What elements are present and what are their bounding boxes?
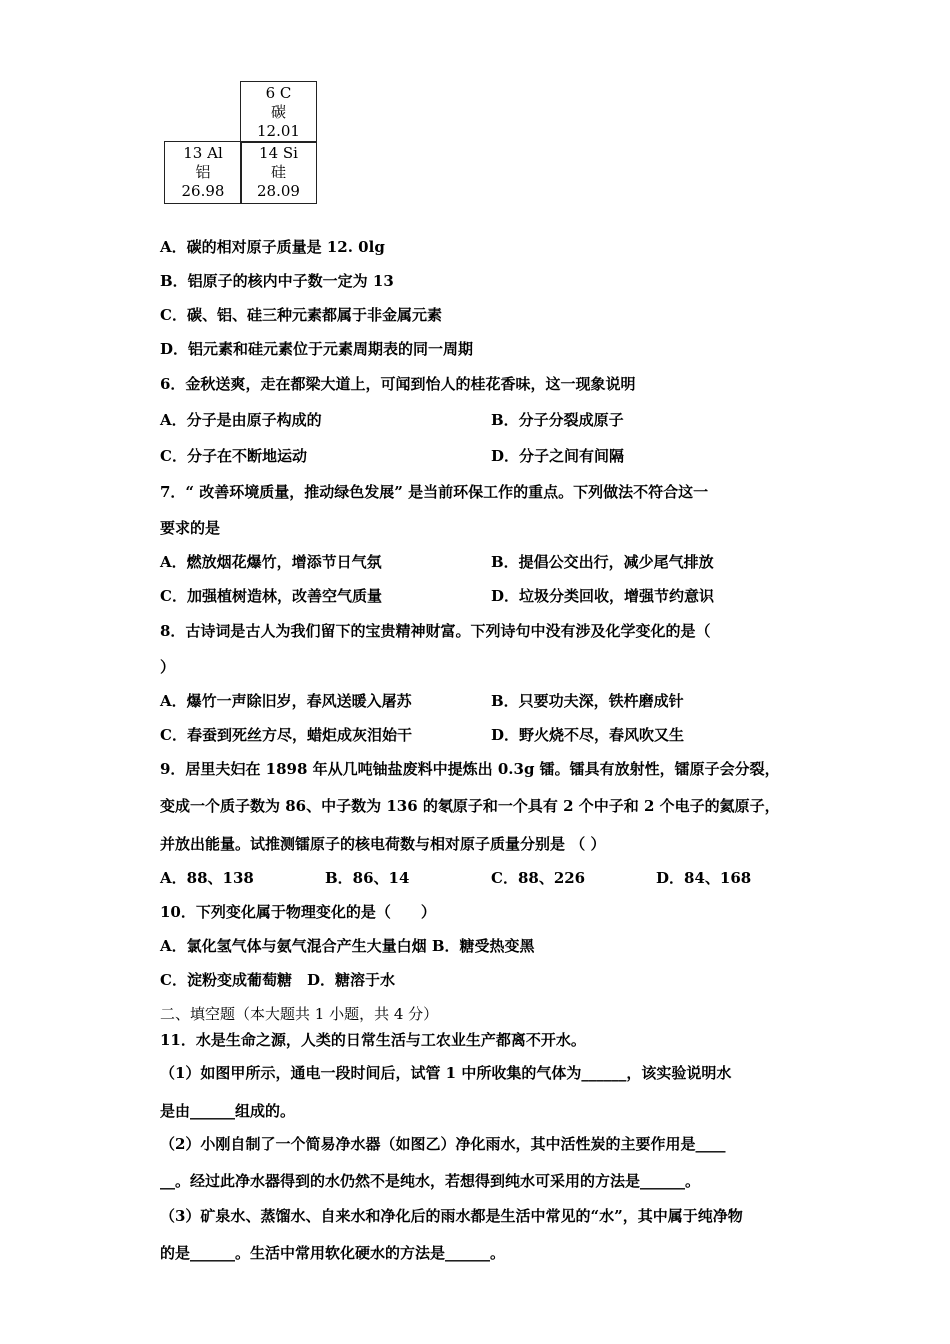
silicon-number-symbol: 14 Si: [259, 144, 298, 162]
element-tile-carbon: [240, 81, 317, 143]
q9-stem-line3: 并放出能量。试推测镭原子的核电荷数与相对原子质量分别是 （ ）: [160, 835, 606, 853]
q7-stem-line1: 7．“ 改善环境质量，推动绿色发展” 是当前环保工作的重点。下列做法不符合这一: [160, 483, 709, 501]
q6-option-a: A．分子是由原子构成的: [160, 411, 322, 429]
q11-part1-line1: （1）如图甲所示，通电一段时间后，试管 1 中所收集的气体为______，该实验说明水: [160, 1064, 732, 1082]
q9-option-d: D．84、168: [656, 869, 752, 887]
q8-option-b: B．只要功夫深，铁杵磨成针: [491, 692, 684, 710]
aluminum-name: 铝: [195, 163, 211, 181]
q7-stem-line2: 要求的是: [160, 519, 221, 537]
q9-stem-line1: 9．居里夫妇在 1898 年从几吨铀盐废料中提炼出 0.3g 镭。镭具有放射性，镭原子会分裂，: [160, 760, 780, 778]
q11-part1-line2: 是由______组成的。: [160, 1102, 296, 1120]
q5-option-d: D．铝元素和硅元素位于元素周期表的同一周期: [160, 340, 474, 358]
q6-option-d: D．分子之间有间隔: [491, 447, 625, 465]
carbon-number-symbol: 6 C: [265, 84, 292, 102]
q6-option-b: B．分子分裂成原子: [491, 411, 624, 429]
aluminum-mass: 26.98: [181, 182, 225, 200]
q5-option-b: B．铝原子的核内中子数一定为 13: [160, 272, 394, 290]
q6-option-c: C．分子在不断地运动: [160, 447, 307, 465]
q11-part3-line2: 的是______。生活中常用软化硬水的方法是______。: [160, 1244, 506, 1262]
q8-stem-line2: ）: [160, 658, 176, 676]
q7-option-a: A．燃放烟花爆竹，增添节日气氛: [160, 553, 382, 571]
q10-stem: 10．下列变化属于物理变化的是（ ）: [160, 903, 436, 921]
element-tile-silicon: [240, 141, 317, 204]
q6-stem: 6．金秋送爽，走在都梁大道上，可闻到怡人的桂花香味，这一现象说明: [160, 375, 636, 393]
q11-part2-line1: （2）小刚自制了一个简易净水器（如图乙）净化雨水，其中活性炭的主要作用是____: [160, 1135, 726, 1153]
q9-option-b: B．86、14: [325, 869, 410, 887]
q9-option-a: A．88、138: [160, 869, 254, 887]
section-heading: 二、填空题（本大题共 1 小题，共 4 分）: [160, 1005, 439, 1023]
aluminum-number-symbol: 13 Al: [183, 144, 223, 162]
carbon-name: 碳: [270, 103, 286, 121]
silicon-name: 硅: [270, 163, 286, 181]
q11-part3-line1: （3）矿泉水、蒸馏水、自来水和净化后的雨水都是生活中常见的“水”，其中属于纯净物: [160, 1207, 743, 1225]
q9-option-c: C．88、226: [491, 869, 586, 887]
q11-stem: 11．水是生命之源，人类的日常生活与工农业生产都离不开水。: [160, 1031, 586, 1049]
silicon-mass: 28.09: [257, 182, 300, 200]
q8-option-d: D．野火烧不尽，春风吹又生: [491, 726, 685, 744]
q7-option-c: C．加强植树造林，改善空气质量: [160, 587, 382, 605]
q8-stem-line1: 8．古诗词是古人为我们留下的宝贵精神财富。下列诗句中没有涉及化学变化的是（: [160, 622, 711, 640]
q7-option-d: D．垃圾分类回收，增强节约意识: [491, 587, 715, 605]
q10-options-line2: C．淀粉变成葡萄糖 D．糖溶于水: [160, 971, 395, 989]
q5-option-c: C．碳、铝、硅三种元素都属于非金属元素: [160, 306, 442, 324]
q9-stem-line2: 变成一个质子数为 86、中子数为 136 的氡原子和一个具有 2 个中子和 2 个电子的氦原子，: [160, 797, 780, 815]
q7-option-b: B．提倡公交出行，减少尾气排放: [491, 553, 714, 571]
q5-option-a: A．碳的相对原子质量是 12. 0lg: [160, 238, 385, 256]
carbon-mass: 12.01: [257, 122, 300, 140]
q8-option-c: C．春蚕到死丝方尽，蜡炬成灰泪始干: [160, 726, 412, 744]
q8-option-a: A．爆竹一声除旧岁，春风送暖入屠苏: [160, 692, 412, 710]
q11-part2-line2: __。经过此净水器得到的水仍然不是纯水，若想得到纯水可采用的方法是______。: [160, 1172, 701, 1190]
q10-options-line1: A．氯化氢气体与氨气混合产生大量白烟 B．糖受热变黑: [160, 937, 535, 955]
element-tile-aluminum: [164, 141, 242, 204]
